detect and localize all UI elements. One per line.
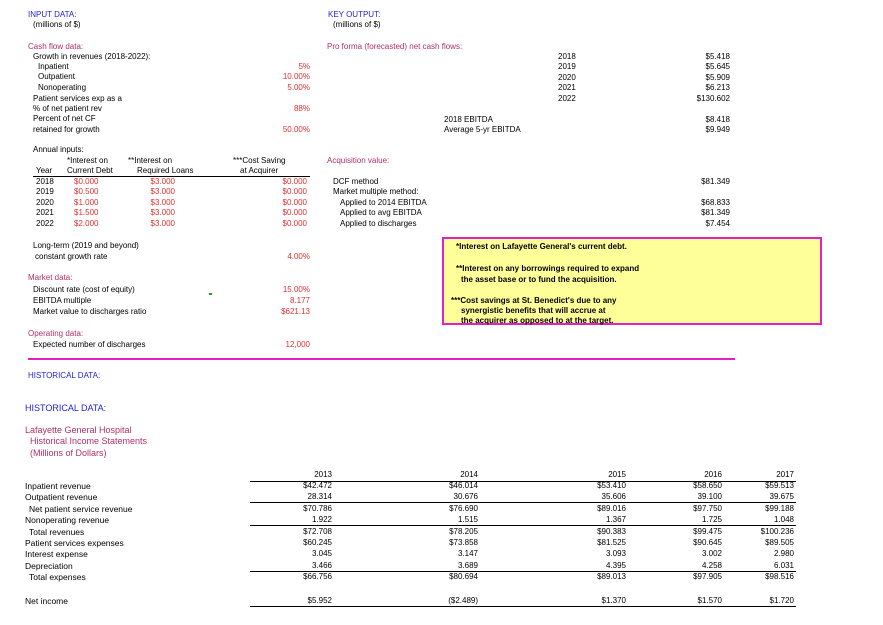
year-header: 2016	[704, 470, 722, 479]
outpatient-growth-label: Outpatient	[38, 72, 75, 81]
cashflow-value: $130.602	[696, 94, 730, 103]
income-cell: $80.694	[449, 572, 478, 581]
income-cell: $72.708	[303, 527, 332, 536]
longterm-label-1: Long-term (2019 and beyond)	[33, 241, 139, 250]
income-row-label: Nonoperating revenue	[25, 515, 110, 525]
cashflow-year: 2020	[558, 73, 576, 82]
year-header: 2013	[314, 470, 332, 479]
income-cell: $99.475	[693, 527, 722, 536]
income-cell: 39.675	[769, 492, 794, 501]
longterm-value[interactable]: 4.00%	[287, 252, 310, 261]
income-cell: $70.786	[303, 504, 332, 513]
applied-2014-label: Applied to 2014 EBITDA	[340, 198, 427, 207]
year-header: 2017	[776, 470, 794, 479]
operating-heading: Operating data:	[28, 329, 84, 338]
note-cost-savings-1: ***Cost savings at St. Benedict's due to any	[451, 296, 617, 305]
ebitda-multiple-label: EBITDA multiple	[33, 296, 92, 305]
statement-units: (Millions of Dollars)	[30, 448, 107, 458]
income-cell: $59.513	[765, 481, 794, 490]
comment-marker	[209, 293, 212, 295]
section-divider	[28, 358, 735, 360]
cashflow-year: 2022	[558, 94, 576, 103]
hdr-cost: at Acquirer	[240, 166, 279, 175]
note-interest-loans-2: the asset base or to fund the acquisition.	[461, 275, 617, 284]
multiple-label: Market multiple method:	[333, 187, 419, 196]
income-cell: $89.016	[597, 504, 626, 513]
income-cell: 3.093	[605, 549, 626, 558]
annual-loans[interactable]: $3.000	[150, 187, 175, 196]
income-row-label: Depreciation	[25, 561, 73, 571]
applied-avg-label: Applied to avg EBITDA	[340, 208, 422, 217]
year-header: 2014	[460, 470, 478, 479]
income-cell: $89.505	[765, 538, 794, 547]
net-income-rule	[250, 606, 796, 607]
hdr-interest-top: *Interest on	[67, 156, 108, 165]
growth-label: Growth in revenues (2018-2022):	[33, 52, 151, 61]
income-cell: $89.013	[597, 572, 626, 581]
income-row-label: Patient services expenses	[25, 538, 124, 548]
income-cell: 3.466	[311, 561, 332, 570]
cashflow-value: $5.909	[705, 73, 730, 82]
income-cell: 1.367	[605, 515, 626, 524]
applied-avg-value: $81.349	[701, 208, 730, 217]
income-row-label: Inpatient revenue	[25, 481, 91, 491]
statement-title: Historical Income Statements	[30, 436, 148, 446]
discharges-ratio-value[interactable]: $621.13	[281, 307, 310, 316]
annual-year: 2021	[36, 208, 54, 217]
cashflow-year: 2018	[558, 52, 576, 61]
income-cell: 39.100	[697, 492, 722, 501]
percent-cf-label-2: retained for growth	[33, 125, 100, 134]
patient-exp-label-1: Patient services exp as a	[33, 94, 122, 103]
avg-ebitda-label: Average 5-yr EBITDA	[444, 125, 521, 134]
historical-title: HISTORICAL DATA:	[25, 403, 107, 413]
key-output-title: KEY OUTPUT:	[328, 10, 381, 19]
income-cell: $1.720	[769, 596, 794, 605]
annual-loans[interactable]: $3.000	[150, 208, 175, 217]
dcf-value: $81.349	[701, 177, 730, 186]
cashflow-year: 2021	[558, 83, 576, 92]
annual-interest[interactable]: $0.500	[74, 187, 99, 196]
annual-cost[interactable]: $0.000	[282, 198, 307, 207]
year-header: 2015	[608, 470, 626, 479]
annual-loans[interactable]: $3.000	[150, 198, 175, 207]
discount-value[interactable]: 15.00%	[282, 285, 310, 294]
input-data-title: INPUT DATA:	[28, 10, 77, 19]
cashflow-year: 2019	[558, 62, 576, 71]
percent-cf-label-1: Percent of net CF	[33, 114, 96, 123]
patient-exp-value[interactable]: 88%	[293, 104, 310, 113]
income-cell: $90.383	[597, 527, 626, 536]
income-row-label: Interest expense	[25, 549, 88, 559]
income-cell: 1.048	[773, 515, 794, 524]
income-cell: 1.725	[701, 515, 722, 524]
market-heading: Market data:	[28, 273, 73, 282]
discharges-value[interactable]: 12,000	[285, 340, 310, 349]
income-cell: $100.236	[760, 527, 794, 536]
applied-discharges-value: $7.454	[705, 219, 730, 228]
income-cell: 4.395	[605, 561, 626, 570]
inpatient-growth-label: Inpatient	[38, 62, 69, 71]
income-cell: 28.314	[307, 492, 332, 501]
income-cell: $76.690	[449, 504, 478, 513]
income-row-label: Total revenues	[29, 527, 85, 537]
note-interest-current-debt: *Interest on Lafayette General's current debt.	[456, 242, 627, 251]
hospital-name: Lafayette General Hospital	[25, 425, 132, 435]
ebitda-2018-value: $8.418	[705, 115, 730, 124]
acquisition-heading: Acquisition value:	[327, 156, 390, 165]
input-units: (millions of $)	[33, 20, 81, 29]
income-cell: $98.516	[765, 572, 794, 581]
subtotal-rule	[250, 502, 796, 503]
income-row-label: Total expenses	[29, 572, 86, 582]
income-cell: 1.922	[311, 515, 332, 524]
hdr-year: Year	[36, 166, 53, 175]
cashflow-value: $6.213	[705, 83, 730, 92]
income-cell: $66.756	[303, 572, 332, 581]
annual-year: 2019	[36, 187, 54, 196]
income-cell: $58.650	[693, 481, 722, 490]
annual-interest[interactable]: $2.000	[74, 219, 99, 228]
annual-cost[interactable]: $0.000	[282, 219, 307, 228]
discount-label: Discount rate (cost of equity)	[33, 285, 135, 294]
hdr-loans-top: **Interest on	[128, 156, 173, 165]
income-cell: $81.525	[597, 538, 626, 547]
annual-year: 2020	[36, 198, 54, 207]
income-row-label: Net income	[25, 596, 68, 606]
percent-cf-value[interactable]: 50.00%	[282, 125, 310, 134]
annual-cost[interactable]: $0.000	[282, 208, 307, 217]
income-cell: 3.147	[457, 549, 478, 558]
income-cell: $42.472	[303, 481, 332, 490]
annual-cost[interactable]: $0.000	[282, 177, 307, 186]
income-cell: 3.045	[311, 549, 332, 558]
income-cell: ($2.489)	[448, 596, 478, 605]
note-cost-savings-2: synergistic benefits that will accrue at	[461, 306, 606, 315]
cashflow-value: $5.645	[705, 62, 730, 71]
hdr-cost-top: ***Cost Saving	[233, 156, 286, 165]
income-cell: 4.258	[701, 561, 722, 570]
annual-interest[interactable]: $1.000	[74, 198, 99, 207]
income-cell: 35.606	[601, 492, 626, 501]
annual-heading: Annual inputs:	[33, 145, 84, 154]
outpatient-growth-value[interactable]: 10.00%	[282, 72, 310, 81]
inpatient-growth-value[interactable]: 5%	[298, 62, 310, 71]
notes-box	[442, 237, 822, 325]
nonoperating-growth-label: Nonoperating	[38, 83, 87, 92]
income-cell: $1.570	[697, 596, 722, 605]
income-cell: $53.410	[597, 481, 626, 490]
applied-2014-value: $68.833	[701, 198, 730, 207]
cashflow-heading: Cash flow data:	[28, 42, 84, 51]
proforma-heading: Pro forma (forecasted) net cash flows:	[327, 42, 463, 51]
nonoperating-growth-value[interactable]: 5.00%	[287, 83, 310, 92]
income-cell: $73.858	[449, 538, 478, 547]
ebitda-2018-label: 2018 EBITDA	[444, 115, 493, 124]
discharges-ratio-label: Market value to discharges ratio	[33, 307, 147, 316]
subtotal-rule	[250, 525, 796, 526]
avg-ebitda-value: $9.949	[705, 125, 730, 134]
income-cell: 3.002	[701, 549, 722, 558]
income-cell: $99.188	[765, 504, 794, 513]
income-cell: $5.952	[307, 596, 332, 605]
cut-off-historical-label: HISTORICAL DATA:	[28, 371, 101, 380]
hdr-loans: Required Loans	[137, 166, 194, 175]
income-cell: $97.750	[693, 504, 722, 513]
annual-year: 2018	[36, 177, 54, 186]
annual-interest[interactable]: $0.000	[74, 177, 99, 186]
income-cell: $90.645	[693, 538, 722, 547]
income-cell: $97.905	[693, 572, 722, 581]
income-cell: 1.515	[457, 515, 478, 524]
dcf-label: DCF method	[333, 177, 379, 186]
hdr-interest: Current Debt	[67, 166, 113, 175]
note-interest-loans-1: **Interest on any borrowings required to expand	[456, 264, 640, 273]
income-cell: $78.205	[449, 527, 478, 536]
annual-loans[interactable]: $3.000	[150, 219, 175, 228]
income-cell: 3.689	[457, 561, 478, 570]
income-cell: 2.980	[773, 549, 794, 558]
income-cell: $46.014	[449, 481, 478, 490]
income-cell: 30.676	[453, 492, 478, 501]
ebitda-multiple-value[interactable]: 8.177	[289, 296, 310, 305]
note-cost-savings-3: the acquirer as opposed to at the target.	[461, 316, 614, 325]
output-units: (millions of $)	[333, 20, 381, 29]
income-row-label: Net patient service revenue	[29, 504, 133, 514]
annual-loans[interactable]: $3.000	[150, 177, 175, 186]
annual-cost[interactable]: $0.000	[282, 187, 307, 196]
applied-discharges-label: Applied to discharges	[340, 219, 417, 228]
income-cell: 6.031	[773, 561, 794, 570]
annual-year: 2022	[36, 219, 54, 228]
longterm-label-2: constant growth rate	[35, 252, 108, 261]
discharges-label: Expected number of discharges	[33, 340, 146, 349]
income-cell: $60.245	[303, 538, 332, 547]
income-cell: $1.370	[601, 596, 626, 605]
income-row-label: Outpatient revenue	[25, 492, 98, 502]
cashflow-value: $5.418	[705, 52, 730, 61]
patient-exp-label-2: % of net patient rev	[33, 104, 102, 113]
annual-interest[interactable]: $1.500	[74, 208, 99, 217]
